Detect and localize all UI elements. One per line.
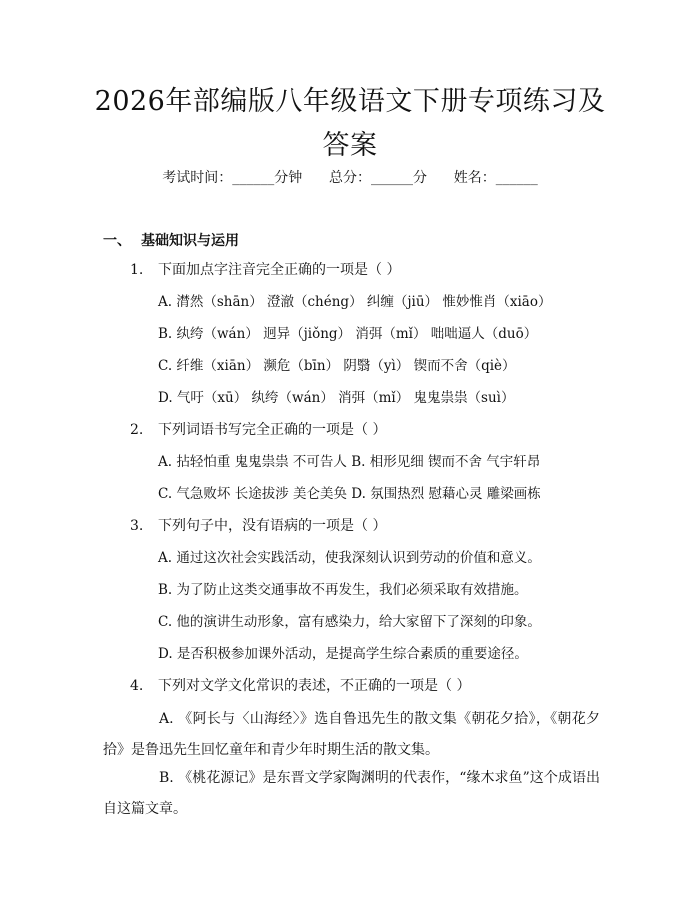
question-1-option-b: B. 纨绔（wán） 迥异（jiǒng） 消弭（mǐ） 咄咄逼人（duō） — [158, 326, 538, 342]
score-unit: 分 — [413, 170, 427, 186]
score-blank: ______ — [371, 170, 413, 186]
question-1 — [130, 260, 400, 280]
name-blank: ______ — [495, 170, 538, 186]
question-2-options-ab: A. 拈轻怕重 鬼鬼祟祟 不可告人 B. 相形见细 锲而不舍 气宇轩昂 — [158, 454, 541, 470]
question-number: 2. — [130, 422, 144, 438]
section-title: 基础知识与运用 — [141, 233, 239, 249]
page-title: 2026年部编版八年级语文下册专项练习及答案 — [94, 86, 606, 161]
question-1-option-a: A. 潸然（shān） 澄澈（chéng） 纠缠（jiū） 惟妙惟肖（xiāo） — [158, 294, 552, 310]
question-text: 下列对文学文化常识的表述，不正确的一项是（ ） — [158, 678, 471, 694]
question-text: 下列词语书写完全正确的一项是（ ） — [158, 422, 387, 438]
question-3-option-c: C. 他的演讲生动形象，富有感染力，给大家留下了深刻的印象。 — [158, 614, 541, 630]
question-4-option-b: B. 《桃花源记》是东晋文学家陶渊明的代表作，“缘木求鱼”这个成语出自这篇文章。 — [103, 770, 600, 817]
question-2-options-cd: C. 气急败坏 长途拔涉 美仑美奂 D. 氛围热烈 慰藉心灵 雕梁画栋 — [158, 486, 541, 502]
question-4 — [130, 676, 470, 696]
question-4-option-a: A. 《阿长与〈山海经〉》选自鲁迅先生的散文集《朝花夕拾》，《朝花夕拾》是鲁迅先生回忆童年和青少年时期生活的散文集。 — [103, 711, 600, 758]
time-label: 考试时间： — [162, 170, 233, 186]
question-3 — [130, 516, 386, 536]
question-3-option-d: D. 是否积极参加课外活动，是提高学生综合素质的重要途径。 — [158, 646, 528, 662]
section-number: 一、 — [103, 233, 131, 249]
time-unit: 分钟 — [274, 170, 303, 186]
question-text: 下面加点字注音完全正确的一项是（ ） — [158, 262, 401, 278]
time-blank: ______ — [232, 170, 275, 186]
question-3-option-a: A. 通过这次社会实践活动，使我深刻认识到劳动的价值和意义。 — [158, 550, 541, 566]
question-1-option-d: D. 气吁（xū） 纨绔（wán） 消弭（mǐ） 鬼鬼祟祟（suì） — [158, 390, 515, 406]
section-heading — [103, 230, 239, 250]
question-2 — [130, 420, 386, 440]
question-text: 下列句子中，没有语病的一项是（ ） — [158, 518, 387, 534]
question-1-option-c: C. 纤维（xiān） 濒危（bīn） 阴翳（yì） 锲而不舍（qiè） — [158, 358, 516, 374]
question-number: 4. — [130, 678, 144, 694]
exam-info-line — [0, 168, 700, 188]
question-number: 1. — [130, 262, 144, 278]
question-number: 3. — [130, 518, 144, 534]
name-label: 姓名： — [453, 170, 496, 186]
score-label: 总分： — [329, 170, 371, 186]
question-3-option-b: B. 为了防止这类交通事故不再发生，我们必须采取有效措施。 — [158, 582, 528, 598]
